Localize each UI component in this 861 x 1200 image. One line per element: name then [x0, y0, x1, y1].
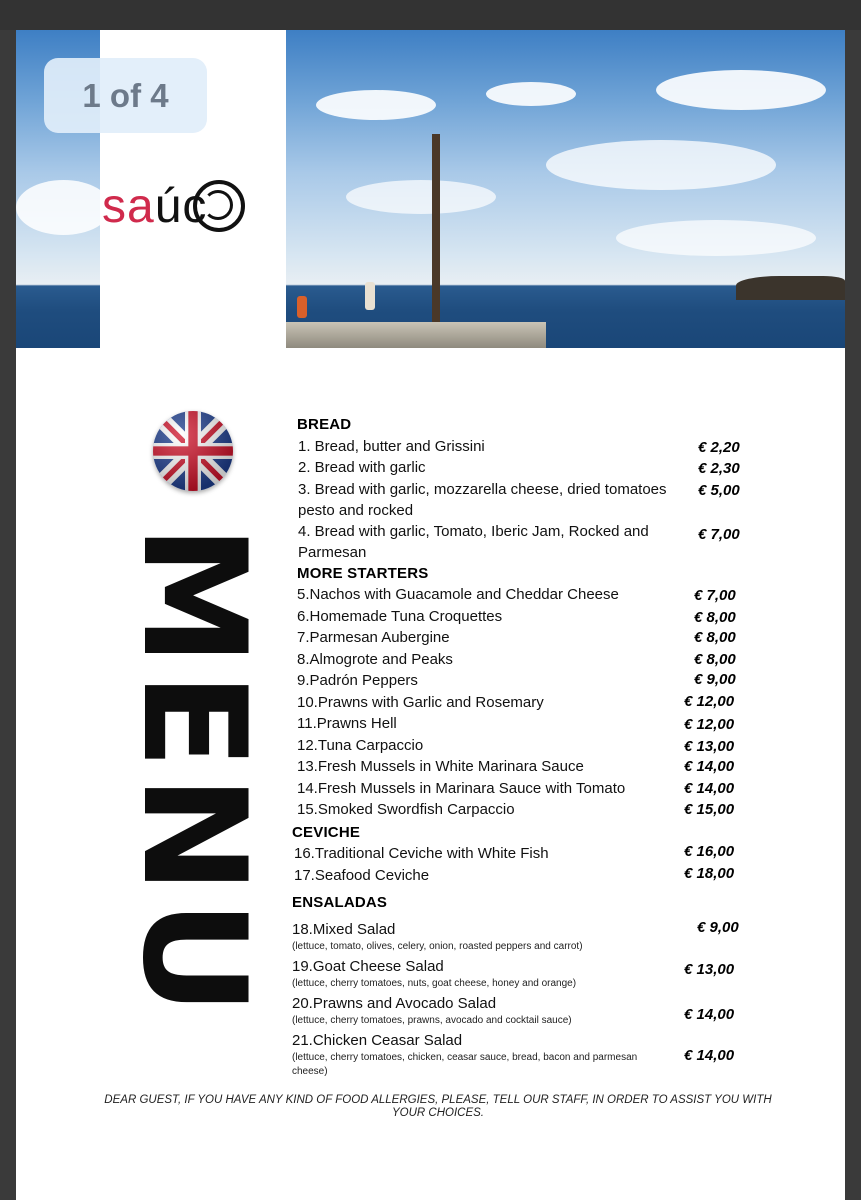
menu-item: 12.Tuna Carpaccio [297, 737, 424, 754]
item-price: € 18,00 [684, 865, 735, 882]
menu-item: 17.Seafood Ceviche [294, 867, 430, 884]
item-price: € 9,00 [694, 671, 736, 688]
item-price: € 12,00 [684, 693, 735, 710]
section-more-starters: MORE STARTERS [297, 565, 429, 582]
menu-content [16, 30, 845, 1200]
menu-item: 18.Mixed Salad [292, 921, 396, 938]
section-ensaladas: ENSALADAS [292, 894, 388, 911]
item-description: (lettuce, cherry tomatoes, prawns, avocado and cocktail sauce) [292, 1015, 572, 1026]
menu-item: 2. Bread with garlic [298, 459, 426, 476]
menu-item: 7.Parmesan Aubergine [297, 629, 450, 646]
item-price: € 8,00 [694, 651, 736, 668]
menu-item: 15.Smoked Swordfish Carpaccio [297, 801, 515, 818]
menu-item: 5.Nachos with Guacamole and Cheddar Cheese [297, 586, 619, 603]
menu-item: 19.Goat Cheese Salad [292, 958, 444, 975]
item-price: € 8,00 [694, 609, 736, 626]
menu-item: 9.Padrón Peppers [297, 672, 418, 689]
section-ceviche: CEVICHE [292, 824, 361, 841]
menu-item: 6.Homemade Tuna Croquettes [297, 608, 503, 625]
menu-item: 14.Fresh Mussels in Marinara Sauce with Tomato [297, 780, 626, 797]
menu-item: 3. Bread with garlic, mozzarella cheese, dried tomatoes pesto and rocked [298, 481, 667, 519]
item-price: € 13,00 [684, 738, 735, 755]
item-price: € 9,00 [697, 919, 739, 936]
item-price: € 15,00 [684, 801, 735, 818]
section-bread: BREAD [297, 416, 352, 433]
menu-item: 21.Chicken Ceasar Salad [292, 1032, 463, 1049]
item-price: € 14,00 [684, 780, 735, 797]
item-price: € 14,00 [684, 1047, 735, 1064]
menu-page [16, 30, 845, 1200]
item-price: € 14,00 [684, 1006, 735, 1023]
viewer-top-bar [0, 0, 861, 30]
item-price: € 2,30 [698, 460, 740, 477]
item-price: € 14,00 [684, 758, 735, 775]
allergy-notice: DEAR GUEST, IF YOU HAVE ANY KIND OF FOOD ALLERGIES, PLEASE, TELL OUR STAFF, IN ORDER TO ASSIST YOU WITH YOUR CHOICES. [104, 1094, 772, 1119]
menu-item: 8.Almogrote and Peaks [297, 651, 453, 668]
item-price: € 16,00 [684, 843, 735, 860]
item-price: € 12,00 [684, 716, 735, 733]
sauco-logo: sa úc [102, 170, 245, 242]
menu-item: 16.Traditional Ceviche with White Fish [294, 845, 549, 862]
menu-item: 4. Bread with garlic, Tomato, Iberic Jam, Rocked and Parmesan [298, 523, 649, 561]
menu-item: 10.Prawns with Garlic and Rosemary [297, 694, 544, 711]
item-price: € 13,00 [684, 961, 735, 978]
menu-item: 1. Bread, butter and Grissini [298, 438, 485, 455]
item-price: € 2,20 [698, 439, 740, 456]
item-price: € 7,00 [698, 526, 740, 543]
item-description: (lettuce, cherry tomatoes, chicken, ceasar sauce, bread, bacon and parmesan cheese) [292, 1052, 638, 1077]
menu-title: MENU [111, 524, 276, 1022]
menu-item: 11.Prawns Hell [297, 715, 397, 732]
menu-item: 20.Prawns and Avocado Salad [292, 995, 497, 1012]
item-price: € 5,00 [698, 482, 740, 499]
item-price: € 7,00 [694, 587, 736, 604]
menu-item: 13.Fresh Mussels in White Marinara Sauce [297, 758, 584, 775]
item-description: (lettuce, cherry tomatoes, nuts, goat cheese, honey and orange) [292, 978, 577, 989]
page-counter-badge: 1 of 4 [44, 58, 207, 133]
item-description: (lettuce, tomato, olives, celery, onion, roasted peppers and carrot) [292, 941, 583, 952]
item-price: € 8,00 [694, 629, 736, 646]
